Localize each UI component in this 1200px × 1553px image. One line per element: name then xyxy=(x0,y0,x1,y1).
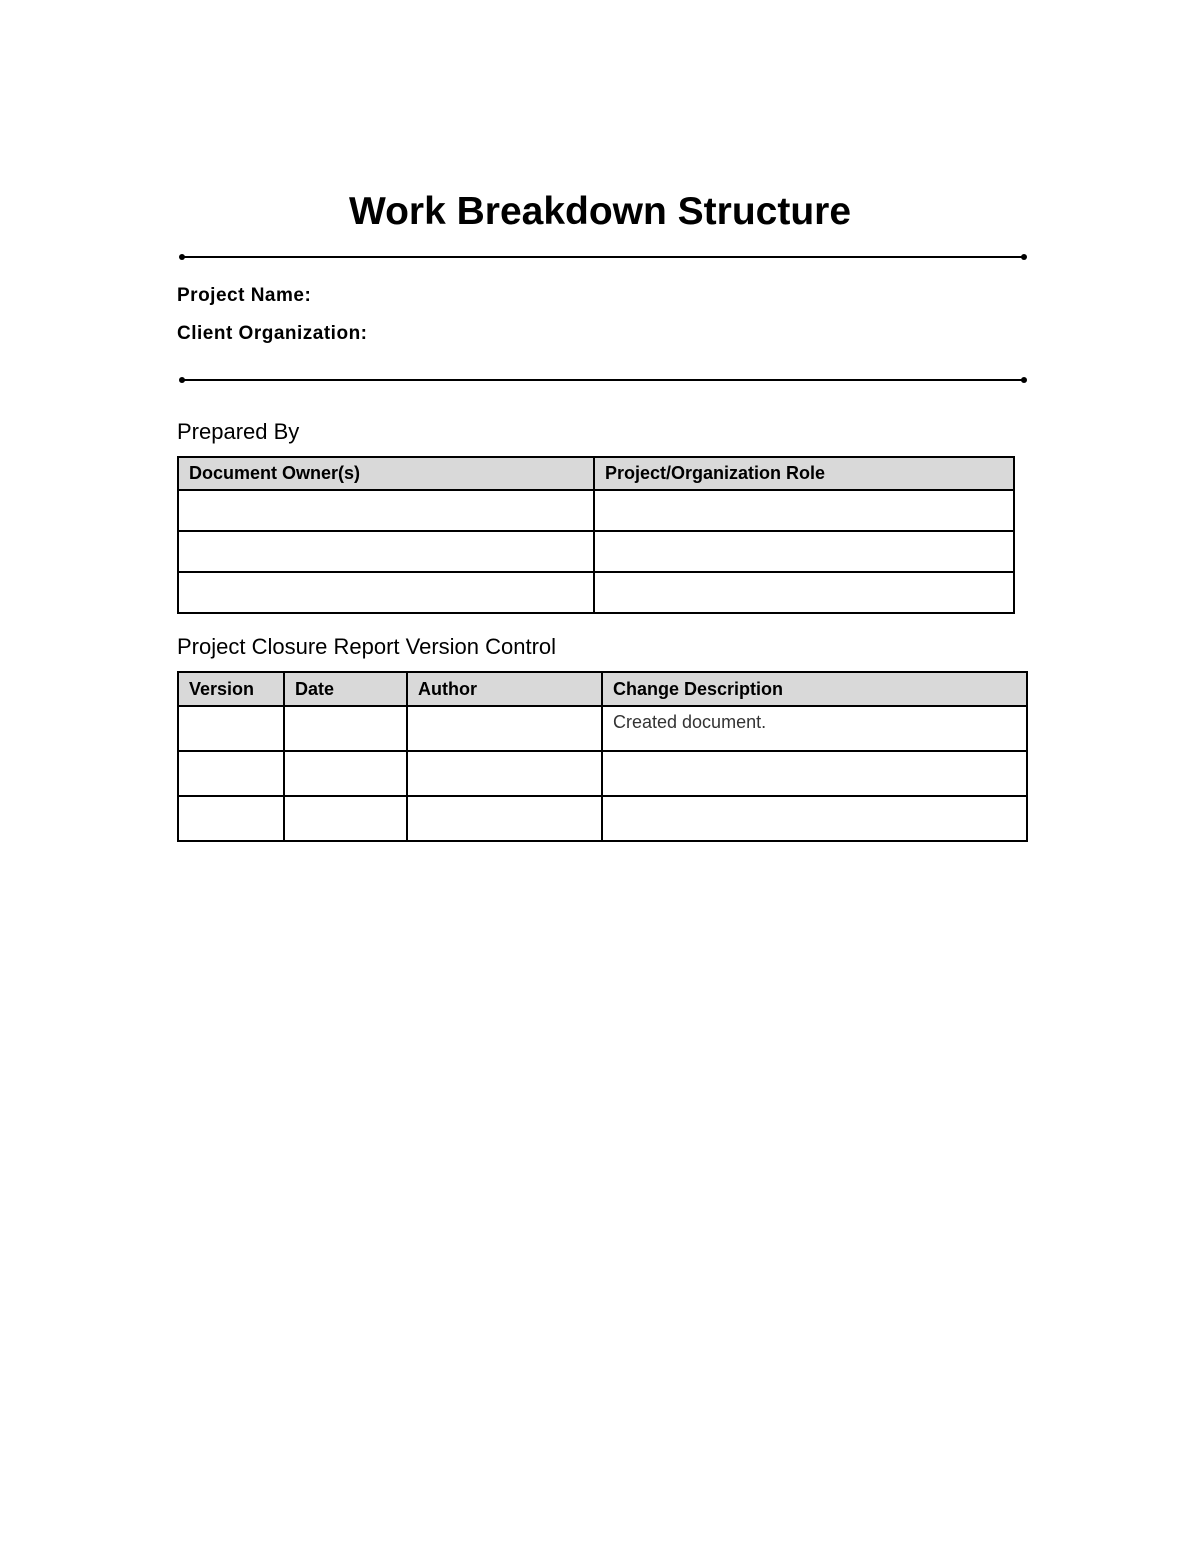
version-cell[interactable] xyxy=(178,706,284,751)
role-cell[interactable] xyxy=(594,490,1014,531)
prepared-by-table xyxy=(177,456,1015,614)
document-title: Work Breakdown Structure xyxy=(348,190,852,233)
version-control-table xyxy=(177,671,1028,842)
role-cell[interactable] xyxy=(594,572,1014,613)
change-description-cell[interactable] xyxy=(602,796,1027,841)
column-header-date: Date xyxy=(284,672,407,706)
table-row xyxy=(178,531,1014,572)
column-header-role: Project/Organization Role xyxy=(594,457,1014,490)
table-header-row xyxy=(178,672,1027,706)
owner-cell[interactable] xyxy=(178,490,594,531)
owner-cell[interactable] xyxy=(178,531,594,572)
version-cell[interactable] xyxy=(178,796,284,841)
table-row xyxy=(178,796,1027,841)
change-description-cell[interactable] xyxy=(602,751,1027,796)
author-cell[interactable] xyxy=(407,796,602,841)
column-header-document-owner: Document Owner(s) xyxy=(178,457,594,490)
date-cell[interactable] xyxy=(284,751,407,796)
column-header-change-description: Change Description xyxy=(602,672,1027,706)
prepared-by-heading: Prepared By xyxy=(177,419,300,444)
table-row xyxy=(178,572,1014,613)
change-description-cell[interactable]: Created document. xyxy=(602,706,1027,751)
date-cell[interactable] xyxy=(284,796,407,841)
top-divider xyxy=(182,256,1024,258)
table-row xyxy=(178,490,1014,531)
column-header-version: Version xyxy=(178,672,284,706)
bottom-divider xyxy=(182,379,1024,381)
version-control-heading: Project Closure Report Version Control xyxy=(177,634,557,659)
client-organization-label: Client Organization: xyxy=(177,323,368,344)
table-row xyxy=(178,706,1027,751)
version-cell[interactable] xyxy=(178,751,284,796)
date-cell[interactable] xyxy=(284,706,407,751)
author-cell[interactable] xyxy=(407,751,602,796)
owner-cell[interactable] xyxy=(178,572,594,613)
author-cell[interactable] xyxy=(407,706,602,751)
role-cell[interactable] xyxy=(594,531,1014,572)
table-row xyxy=(178,751,1027,796)
column-header-author: Author xyxy=(407,672,602,706)
project-name-label: Project Name: xyxy=(177,285,312,306)
table-header-row xyxy=(178,457,1014,490)
